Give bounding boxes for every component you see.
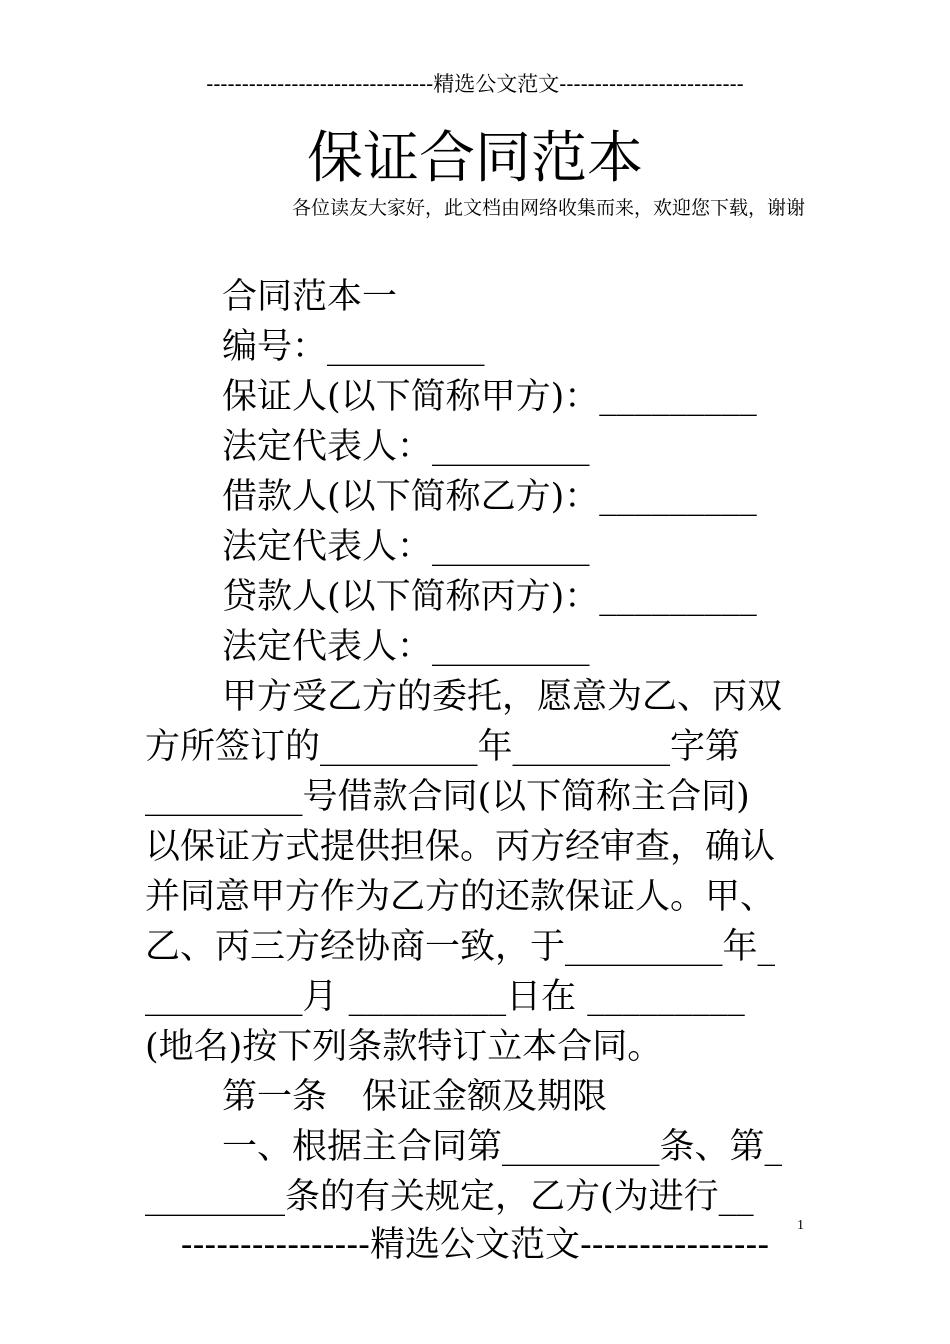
page-number: 1: [797, 1218, 804, 1233]
body-line: 编号：_________: [222, 327, 485, 367]
body-line: 一、根据主合同第_________条、第_: [222, 1127, 783, 1167]
document-subtitle: 各位读友大家好，此文档由网络收集而来，欢迎您下载，谢谢: [291, 197, 805, 219]
body-line: 合同范本一: [222, 277, 398, 317]
body-line: ________条的有关规定，乙方(为进行__: [145, 1177, 754, 1217]
body-line: 法定代表人：_________: [222, 627, 590, 667]
body-line: 法定代表人：_________: [222, 427, 590, 467]
body-line: 甲方受乙方的委托，愿意为乙、丙双: [222, 677, 783, 717]
body-line: 以保证方式提供担保。丙方经审查，确认: [145, 827, 776, 867]
page-footer: ----------------精选公文范文----------------: [180, 1225, 770, 1265]
body-line: 第一条 保证金额及期限: [222, 1077, 608, 1117]
body-line: 保证人(以下简称甲方)：_________: [222, 377, 757, 417]
body-line: _________月 _________日在 _________: [145, 977, 745, 1017]
document-title: 保证合同范本: [307, 126, 643, 191]
body-line: 方所签订的_________年_________字第: [145, 727, 741, 767]
body-line: 并同意甲方作为乙方的还款保证人。甲、: [145, 877, 776, 917]
body-line: 乙、丙三方经协商一致，于_________年_: [145, 927, 776, 967]
body-line: (地名)按下列条款特订立本合同。: [145, 1027, 663, 1067]
body-line: 法定代表人：_________: [222, 527, 590, 567]
body-line: 贷款人(以下简称丙方)：_________: [222, 577, 757, 617]
body-line: _________号借款合同(以下简称主合同): [145, 777, 750, 817]
page-header: --------------------------------精选公文范文--------------------------: [206, 72, 744, 96]
body-line: 借款人(以下简称乙方)：_________: [222, 477, 757, 517]
document-body: [145, 272, 808, 1222]
